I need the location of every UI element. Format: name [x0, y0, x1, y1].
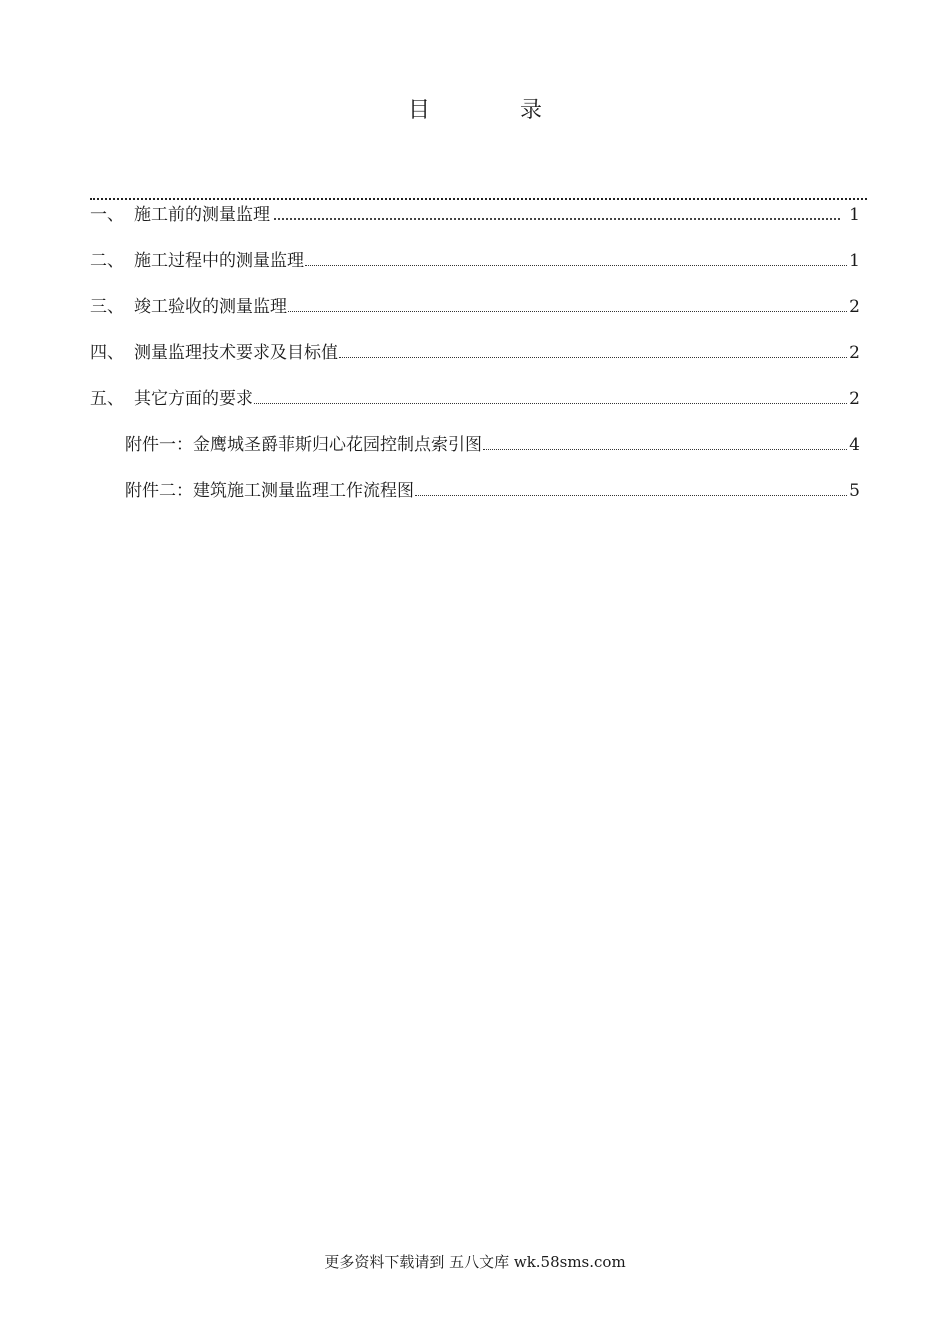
- toc-entry-4[interactable]: [90, 340, 860, 386]
- toc-entry-3[interactable]: [90, 294, 860, 340]
- toc-entry-number: 二、: [90, 251, 124, 271]
- toc-appendix-label: 附件一：金鹰城圣爵菲斯归心花园控制点索引图: [125, 435, 482, 455]
- toc-entry-label: 其它方面的要求: [134, 389, 253, 409]
- page-title: 目 录: [407, 98, 576, 123]
- toc-entry-5[interactable]: [90, 386, 860, 432]
- toc-dot-leader: [415, 494, 847, 496]
- toc-appendix-2[interactable]: [90, 478, 860, 524]
- toc-entry-1[interactable]: [90, 202, 860, 248]
- toc-dot-leader: [305, 264, 847, 266]
- toc-entry-label: 施工前的测量监理: [134, 205, 270, 225]
- toc-entry-label: 竣工验收的测量监理: [134, 297, 287, 317]
- toc-appendix-page: 4: [849, 435, 860, 455]
- toc-top-rule: [90, 198, 867, 200]
- toc-appendix-label: 附件二：建筑施工测量监理工作流程图: [125, 481, 414, 501]
- toc-appendix-1[interactable]: [90, 432, 860, 478]
- toc-dot-leader: [274, 217, 840, 220]
- toc-appendix-page: 5: [849, 481, 860, 501]
- toc-dot-leader: [254, 402, 847, 404]
- toc-entry-page: 2: [849, 343, 860, 363]
- toc-entry-label: 测量监理技术要求及目标值: [134, 343, 338, 363]
- toc-entry-page: 1: [849, 205, 860, 225]
- toc-entry-2[interactable]: [90, 248, 860, 294]
- toc-entry-number: 五、: [90, 389, 124, 409]
- toc-entry-number: 四、: [90, 343, 124, 363]
- toc-entry-page: 1: [849, 251, 860, 271]
- toc-entry-page: 2: [849, 389, 860, 409]
- toc-dot-leader: [483, 448, 847, 450]
- toc-dot-leader: [288, 310, 847, 312]
- toc-entry-page: 2: [849, 297, 860, 317]
- toc-entry-number: 一、: [90, 205, 124, 225]
- table-of-contents: [90, 202, 860, 524]
- toc-dot-leader: [339, 356, 847, 358]
- page-footer[interactable]: 更多资料下载请到 五八文库 wk.58sms.com: [324, 1253, 626, 1271]
- toc-entry-number: 三、: [90, 297, 124, 317]
- toc-entry-label: 施工过程中的测量监理: [134, 251, 304, 271]
